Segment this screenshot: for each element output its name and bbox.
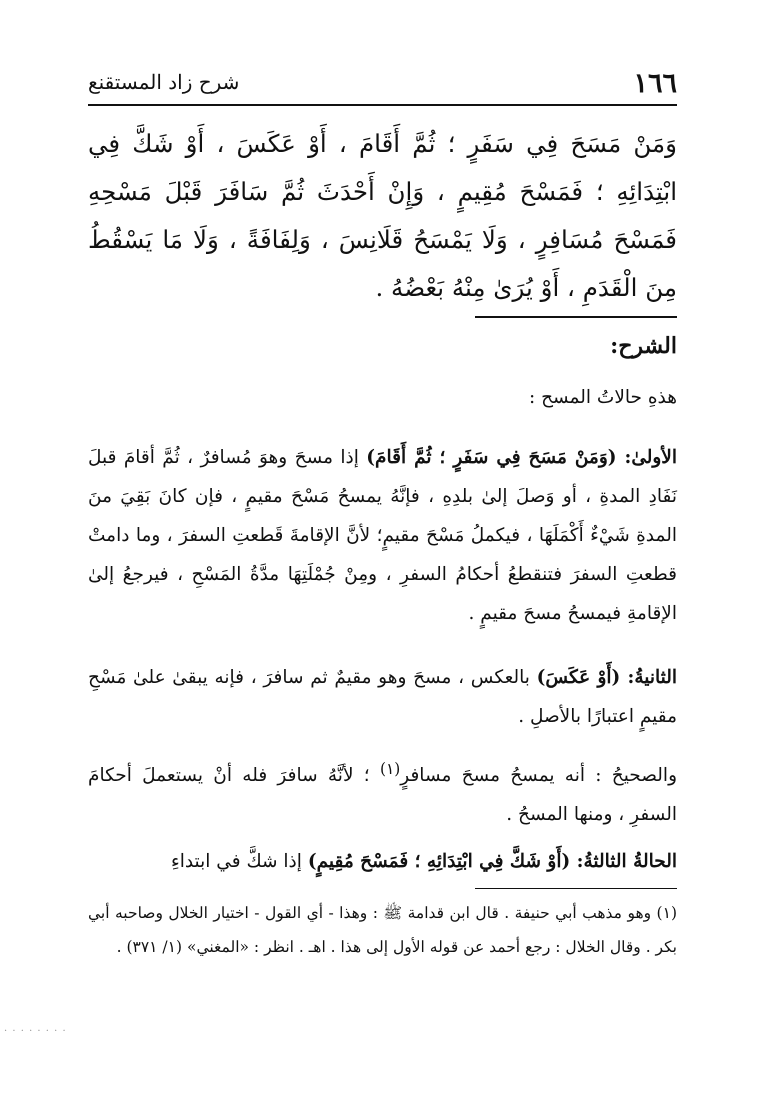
case-label: الحالةُ الثالثةُ: [583, 851, 677, 872]
case-label: الثانيةُ: [634, 667, 677, 688]
header-divider: [88, 104, 677, 106]
intro-paragraph: هذهِ حالاتُ المسح :: [529, 387, 677, 408]
footnote-divider: [475, 888, 677, 889]
paragraph-text: والصحيحُ : أنه يمسحُ مسحَ مسافرٍ: [400, 765, 677, 787]
footnote-marker[interactable]: (١): [379, 760, 401, 778]
scan-margin-mark: · · · · · · · ·: [4, 1026, 67, 1037]
matn-text: وَمَنْ مَسَحَ فِي سَفَرٍ ؛ ثُمَّ أَقَامَ ، أَوْ عَكَسَ ، أَوْ شَكَّ فِي ابْتِدَائِهِ ؛ فَمَسْحَ مُقِيمٍ ، وَإِنْ أَحْدَثَ ثُمَّ سَافَرَ قَبْلَ مَسْحِهِ فَمَسْحَ مُسَافِرٍ ، وَلَا يَمْسَحُ قَلَانِسَ ، وَلِفَافَةً ، وَلَا مَا يَسْقُطُ مِنَ الْقَدَمِ ، أَوْ يُرَىٰ مِنْهُ بَعْضُهُ .: [88, 129, 677, 302]
case-first-paragraph: [88, 438, 677, 633]
case-third-paragraph: [88, 842, 677, 881]
page-number: ١٦٦: [633, 68, 677, 99]
matn-quote: : (أَوْ شَكَّ فِي ابْتِدَائِهِ ؛ فَمَسْحَ مُقِيمٍ): [307, 851, 584, 872]
sahih-paragraph: [88, 750, 677, 834]
paragraph-text: إذا شكَّ في ابتداءِ: [171, 851, 308, 872]
sharh-heading: الشرح:: [610, 333, 677, 359]
case-second-paragraph: [88, 658, 677, 736]
matn-quote: : (أَوْ عَكَسَ): [536, 667, 635, 688]
paragraph-text: إذا مسحَ وهوَ مُسافرٌ ، ثُمَّ أقامَ قبلَ نَفَادِ المدةِ ، أو وَصلَ إلىٰ بلدِهِ ، فإنَّهُ يمسحُ مَسْحَ مقيمٍ ، فإن كانَ بَقِيَ منَ المدةِ شَيْءٌ أَكْمَلَهَا ، فيكملُ مَسْحَ مقيمٍ؛ لأنَّ الإقامةَ قَطعتِ السفرَ ، وما دامتْ قطعتِ السفرَ فتنقطعُ أحكامُ السفرِ ، ومِنْ جُمْلَتِهَا مدَّةُ المَسْحِ ، فيرجعُ إلىٰ الإقامةِ فيمسحُ مسحَ مقيمٍ .: [88, 447, 677, 624]
footnote: (١) وهو مذهب أبي حنيفة . قال ابن قدامة ﷺ : وهذا - أي القول - اختيار الخلال وصاحبه أبي بكر . وقال الخلال : رجع أحمد عن قوله الأول إلى هذا . اهـ . انظر : «المغني» (١/ ٣٧١) .: [88, 904, 677, 956]
matn-quote: : (وَمَنْ مَسَحَ فِي سَفَرٍ ؛ ثُمَّ أَقَامَ): [366, 447, 632, 468]
page-header: [88, 58, 677, 102]
case-label: الأولىٰ: [631, 447, 677, 468]
running-title: شرح زاد المستقنع: [88, 70, 240, 94]
matn-divider: [475, 316, 677, 318]
paragraph-text: بالعكس ، مسحَ وهو مقيمٌ ثم سافرَ ، فإنه يبقىٰ علىٰ مَسْحِ مقيمٍ اعتبارًا بالأصلِ .: [88, 667, 677, 727]
paragraph-text: ؛ لأنَّهُ سافرَ فله أنْ يستعملَ أحكامَ السفرِ ، ومنها المسحُ .: [88, 765, 677, 826]
